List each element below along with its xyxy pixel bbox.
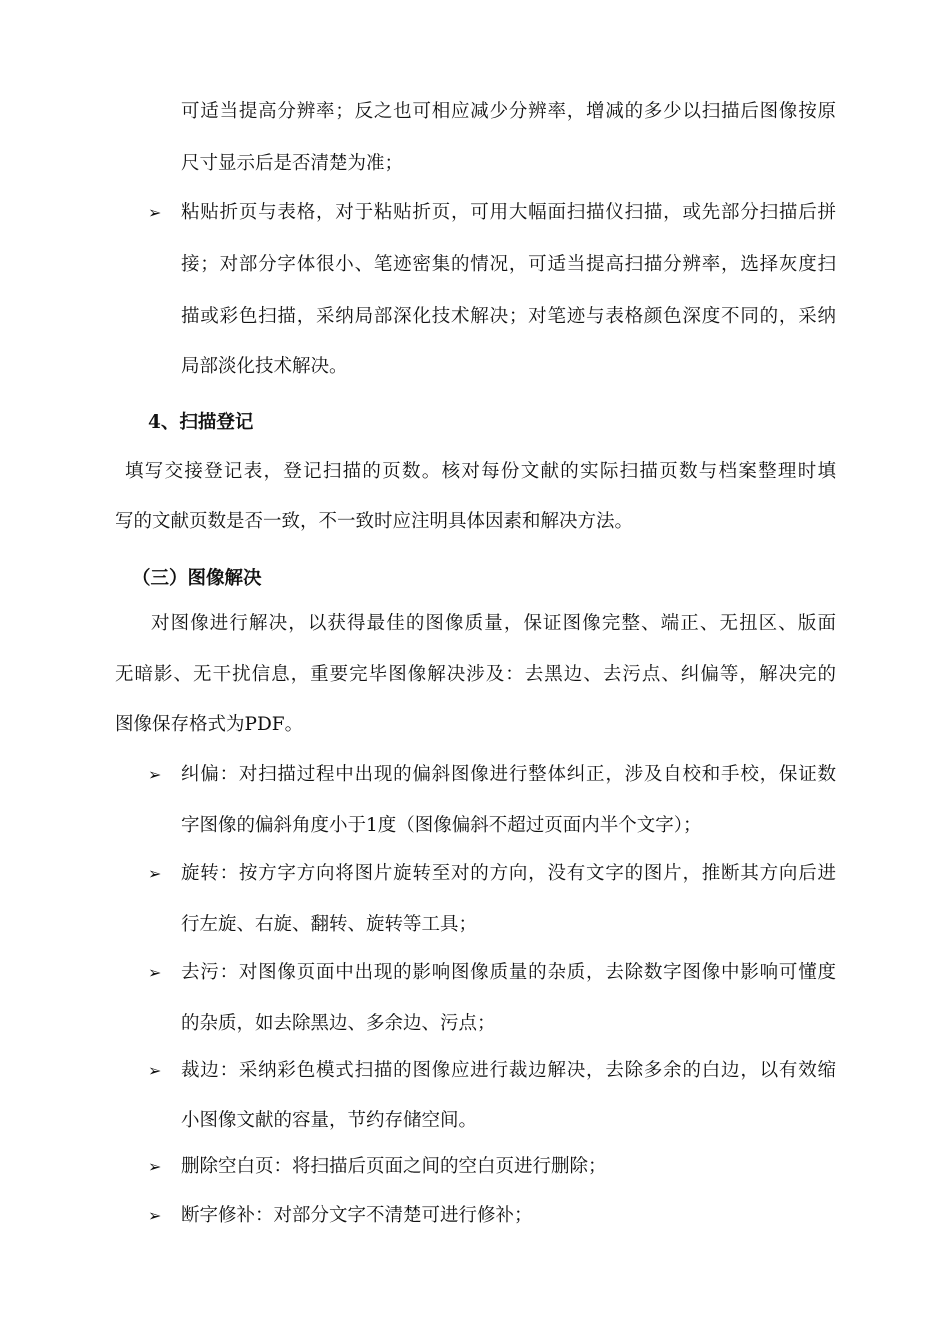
list-item-line: 断字修补：对部分文字不清楚可进行修补； (181, 1205, 533, 1226)
paragraph-line: 可适当提高分辨率；反之也可相应减少分辨率，增减的多少以扫描后图像按原 (181, 101, 836, 122)
paragraph-line: 尺寸显示后是否清楚为准； (181, 153, 404, 174)
list-item-line: 旋转：按方字方向将图片旋转至对的方向，没有文字的图片，推断其方向后进 (181, 863, 836, 884)
list-item-line: 描或彩色扫描，采纳局部深化技术解决；对笔迹与表格颜色深度不同的，采纳 (181, 306, 836, 327)
list-item-line: 行左旋、右旋、翻转、旋转等工具； (181, 914, 478, 935)
paragraph-line: 填写交接登记表，登记扫描的页数。核对每份文献的实际扫描页数与档案整理时填 (125, 461, 836, 482)
list-item-line: 裁边：采纳彩色模式扫描的图像应进行裁边解决，去除多余的白边，以有效缩 (181, 1060, 836, 1081)
bullet-arrow-icon: ➢ (148, 1157, 162, 1176)
list-item-line: 局部淡化技术解决。 (181, 356, 348, 377)
bullet-arrow-icon: ➢ (148, 1061, 162, 1080)
bullet-arrow-icon: ➢ (148, 864, 162, 883)
list-item-line: 删除空白页：将扫描后页面之间的空白页进行删除； (181, 1156, 607, 1177)
bullet-arrow-icon: ➢ (148, 1206, 162, 1225)
bullet-arrow-icon: ➢ (148, 203, 162, 222)
list-item-line: 纠偏：对扫描过程中出现的偏斜图像进行整体纠正，涉及自校和手校，保证数 (181, 764, 836, 785)
paragraph-line: 写的文献页数是否一致，不一致时应注明具体因素和解决方法。 (115, 511, 634, 532)
list-item-line: 粘贴折页与表格，对于粘贴折页，可用大幅面扫描仪扫描，或先部分扫描后拼 (181, 202, 836, 223)
list-item-line: 接；对部分字体很小、笔迹密集的情况，可适当提高扫描分辨率，选择灰度扫 (181, 254, 836, 275)
list-item-line: 字图像的偏斜角度小于1度（图像偏斜不超过页面内半个文字）； (181, 815, 702, 836)
list-item-line: 小图像文献的容量，节约存储空间。 (181, 1110, 478, 1131)
bullet-arrow-icon: ➢ (148, 963, 162, 982)
paragraph-line: 图像保存格式为PDF。 (115, 714, 304, 735)
list-item-line: 的杂质，如去除黑边、多余边、污点； (181, 1013, 496, 1034)
bullet-arrow-icon: ➢ (148, 765, 162, 784)
section-heading: （三）图像解决 (132, 568, 262, 589)
list-item-line: 去污：对图像页面中出现的影响图像质量的杂质，去除数字图像中影响可懂度 (181, 962, 836, 983)
paragraph-line: 对图像进行解决，以获得最佳的图像质量，保证图像完整、端正、无扭区、版面 (151, 613, 836, 634)
section-heading: 4、扫描登记 (148, 412, 254, 433)
paragraph-line: 无暗影、无干扰信息，重要完毕图像解决涉及：去黑边、去污点、纠偏等，解决完的 (115, 664, 836, 685)
